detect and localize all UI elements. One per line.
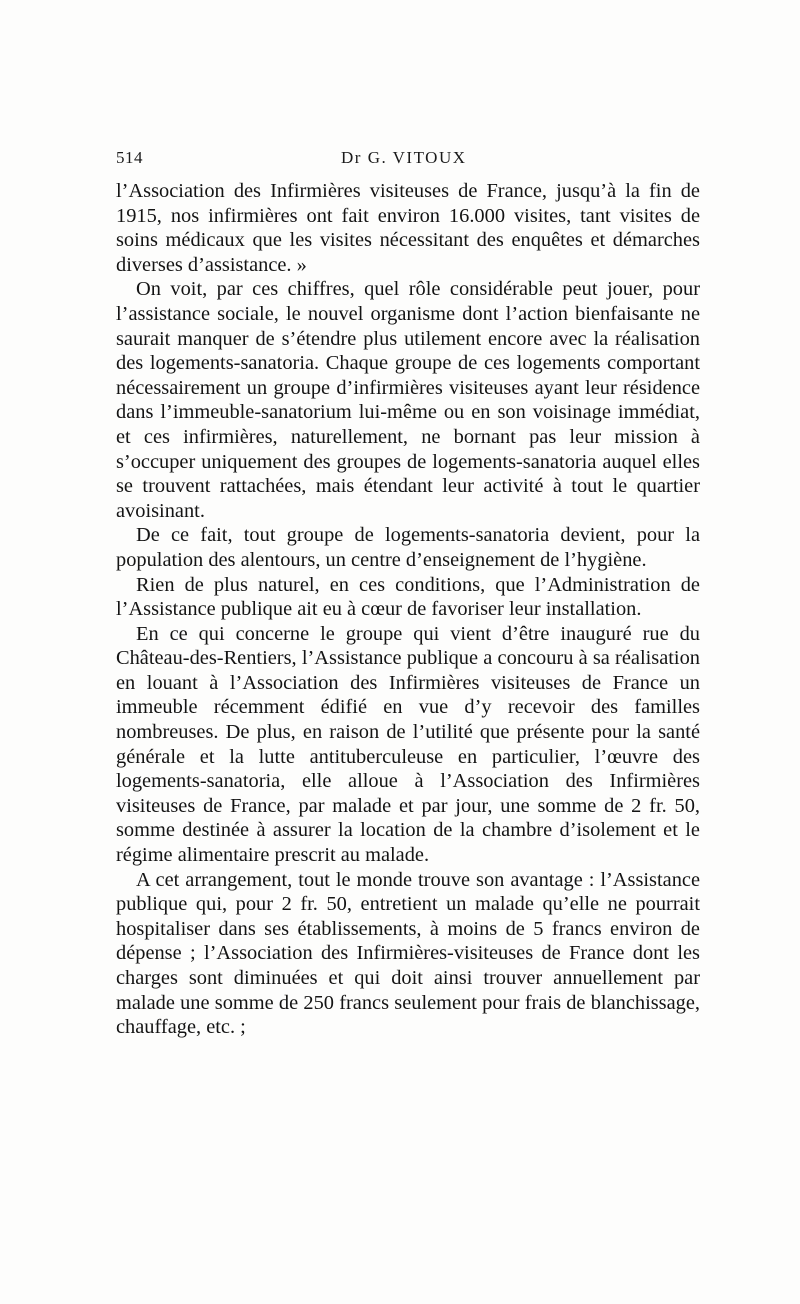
paragraph-4: Rien de plus naturel, en ces conditions, que l’Administration de l’Assistance publique ait eu à cœur de favoriser leur installation. bbox=[116, 573, 700, 621]
paragraph-3: De ce fait, tout groupe de logements-sanatoria devient, pour la population des alentours, un centre d’enseignement de l’hygiène. bbox=[116, 524, 700, 571]
page-number: 514 bbox=[116, 148, 143, 167]
paragraph-2: On voit, par ces chiffres, quel rôle considérable peut jouer, pour l’assistance sociale, le nouvel organisme dont l’action bienfaisante ne saurait manquer de s’étendre plus utilement encore avec la réalisation des logements-sanatoria. Chaque groupe de ces logements comportant nécessairement un groupe d’infirmières visiteuses ayant leur résidence dans l’immeuble-sanatorium lui-même ou en son voisinage immédiat, et ces infirmières, naturellement, ne bornant pas leur mission à s’occuper uniquement des groupes de logements-sanatoria auquel elles se trouvent rattachées, mais étendant leur activité à tout le quartier avoisinant. bbox=[116, 278, 700, 522]
paragraph-5: En ce qui concerne le groupe qui vient d’être inauguré rue du Château-des-Rentiers, l’Assistance publique a concouru à sa réalisation en louant à l’Association des Infirmières visiteuses de France un immeuble récemment édifié en vue d’y recevoir des familles nombreuses. De plus, en raison de l’utilité que présente pour la santé générale et la lutte antituberculeuse en particulier, l’œuvre des logements-sanatoria, elle alloue à l’Association des Infirmières visiteuses de France, par malade et par jour, une somme de 2 fr. 50, somme destinée à assurer la location de la chambre d’isolement et le régime alimentaire prescrit au malade. bbox=[116, 622, 700, 867]
body-text bbox=[116, 179, 700, 1040]
page-header bbox=[116, 148, 698, 174]
paragraph-1: l’Association des Infirmières visiteuses de France, jusqu’à la fin de 1915, nos infirmières ont fait environ 16.000 visites, tant visites de soins médicaux que les visites nécessitant des enquêtes et démarches diverses d’assistance. » bbox=[116, 180, 700, 276]
paragraph-6: A cet arrangement, tout le monde trouve son avantage : l’Assistance publique qui, pour 2 fr. 50, entretient un malade qu’elle ne pourrait hospitaliser dans ses établissements, à moins de 5 francs environ de dépense ; l’Association des Infirmières-visiteuses de France dont les charges sont diminuées et qui doit ainsi trouver annuellement par malade une somme de 250 francs seulement pour frais de blanchissage, chauffage, etc. ; bbox=[116, 868, 700, 1039]
running-head: Dr G. VITOUX bbox=[341, 148, 467, 167]
